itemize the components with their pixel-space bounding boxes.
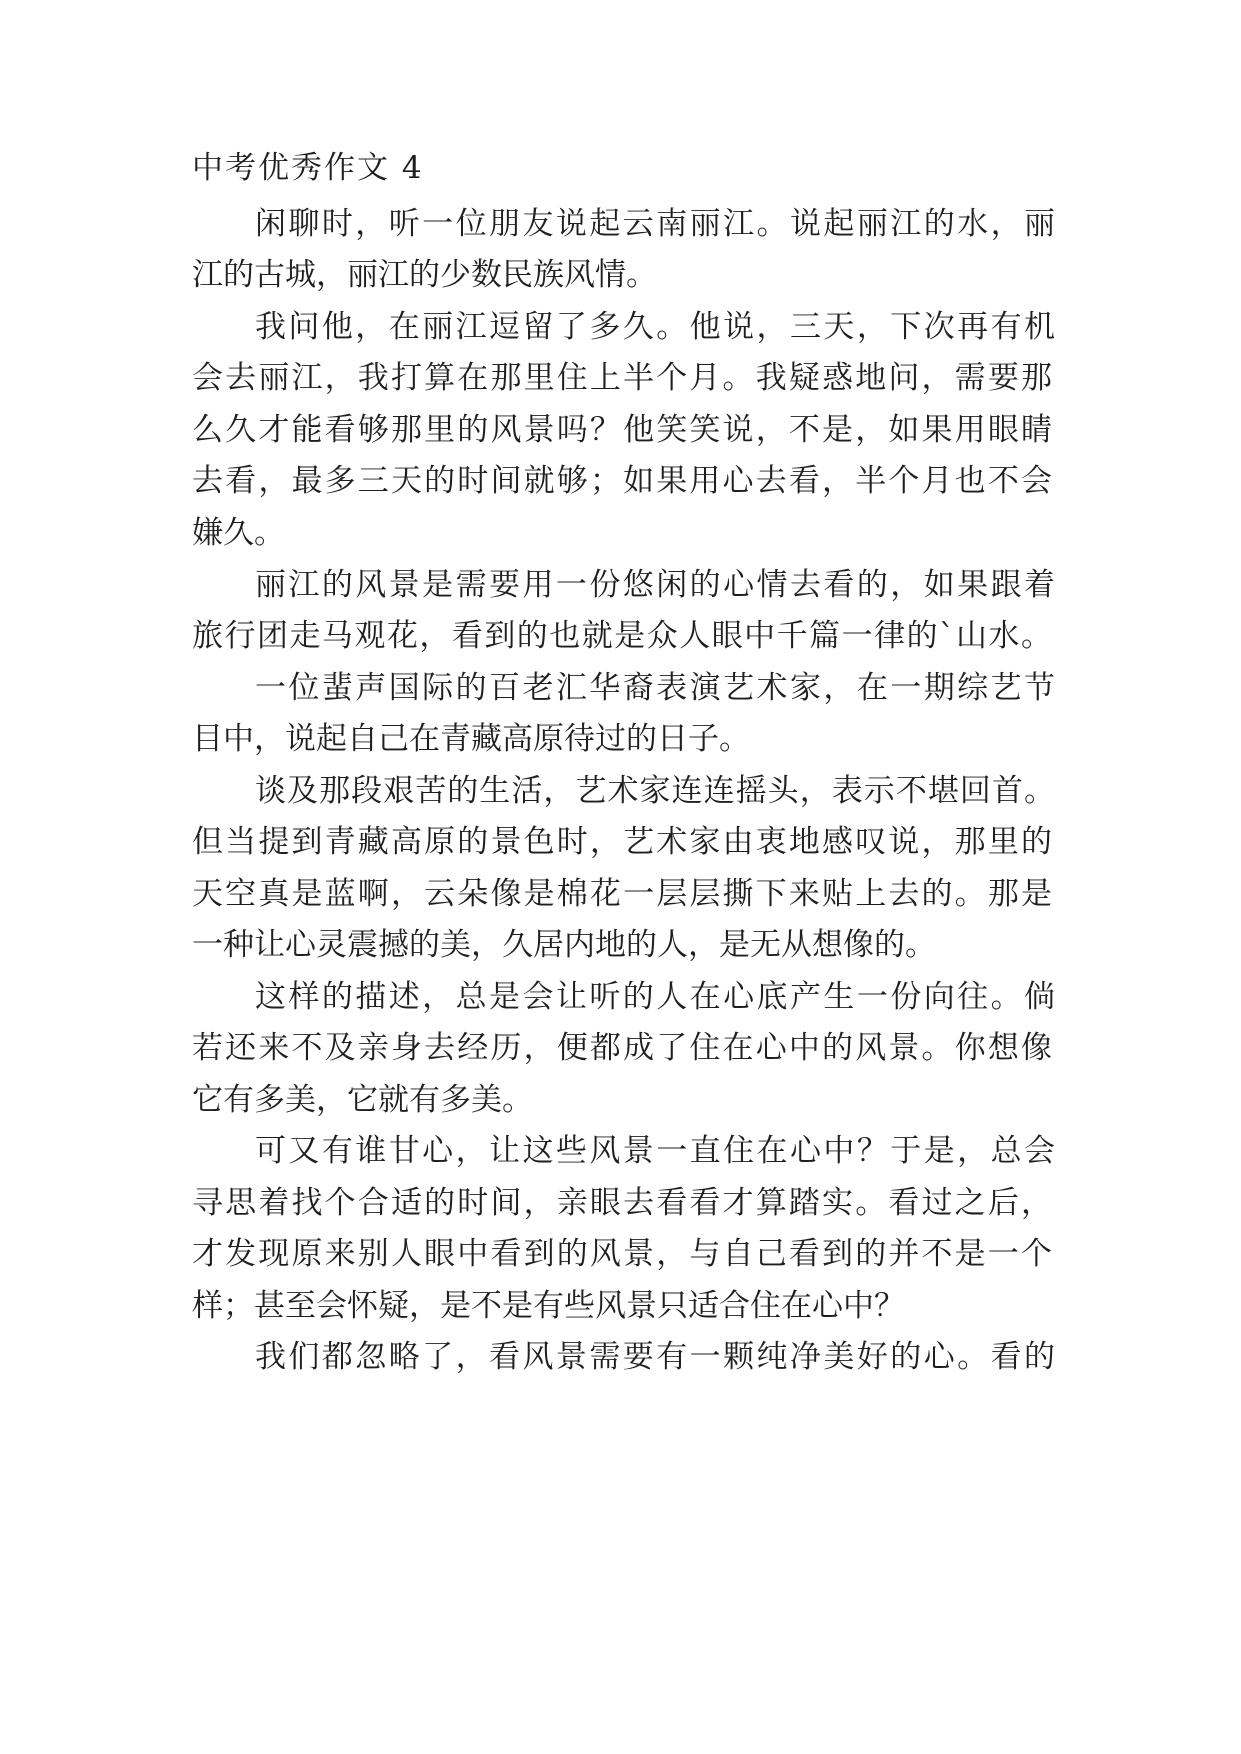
paragraph-line: 一种让心灵震撼的美，久居内地的人，是无从想像的。 <box>192 927 936 963</box>
paragraph-line: 可又有谁甘心，让这些风景一直住在心中？于是，总会 <box>255 1133 1055 1169</box>
paragraph-line: 这样的描述，总是会让听的人在心底产生一份向往。倘 <box>255 979 1055 1015</box>
paragraph-line: 样；甚至会怀疑，是不是有些风景只适合住在心中？ <box>192 1288 905 1324</box>
paragraph-line: 旅行团走马观花，看到的也就是众人眼中千篇一律的`山水。 <box>192 618 1052 654</box>
paragraph-line: 丽江的风景是需要用一份悠闲的心情去看的，如果跟着 <box>255 567 1055 603</box>
paragraph-line: 若还来不及亲身去经历，便都成了住在心中的风景。你想像 <box>192 1030 1052 1066</box>
paragraph-line: 我们都忽略了，看风景需要有一颗纯净美好的心。看的 <box>255 1339 1055 1375</box>
paragraph-line: 谈及那段艰苦的生活，艺术家连连摇头，表示不堪回首。 <box>255 773 1055 809</box>
paragraph-line: 去看，最多三天的时间就够；如果用心去看，半个月也不会 <box>192 463 1052 499</box>
paragraph-line: 闲聊时，听一位朋友说起云南丽江。说起丽江的水，丽 <box>255 206 1055 242</box>
paragraph-line: 一位蜚声国际的百老汇华裔表演艺术家，在一期综艺节 <box>255 670 1055 706</box>
paragraph-line: 天空真是蓝啊，云朵像是棉花一层层撕下来贴上去的。那是 <box>192 876 1052 912</box>
paragraph-line: 但当提到青藏高原的景色时，艺术家由衷地感叹说，那里的 <box>192 824 1052 860</box>
paragraph-line: 它有多美，它就有多美。 <box>192 1082 533 1118</box>
paragraph-line: 才发现原来别人眼中看到的风景，与自己看到的并不是一个 <box>192 1236 1052 1272</box>
paragraph-line: 我问他，在丽江逗留了多久。他说，三天，下次再有机 <box>255 309 1055 345</box>
paragraph-line: 目中，说起自己在青藏高原待过的日子。 <box>192 721 750 757</box>
paragraph-line: 嫌久。 <box>192 515 285 551</box>
paragraph-line: 江的古城，丽江的少数民族风情。 <box>192 257 657 293</box>
paragraph-line: 会去丽江，我打算在那里住上半个月。我疑惑地问，需要那 <box>192 360 1052 396</box>
paragraph-line: 么久才能看够那里的风景吗？他笑笑说，不是，如果用眼睛 <box>192 412 1052 448</box>
essay-title: 中考优秀作文 4 <box>192 150 424 186</box>
paragraph-line: 寻思着找个合适的时间，亲眼去看看才算踏实。看过之后， <box>192 1185 1052 1221</box>
